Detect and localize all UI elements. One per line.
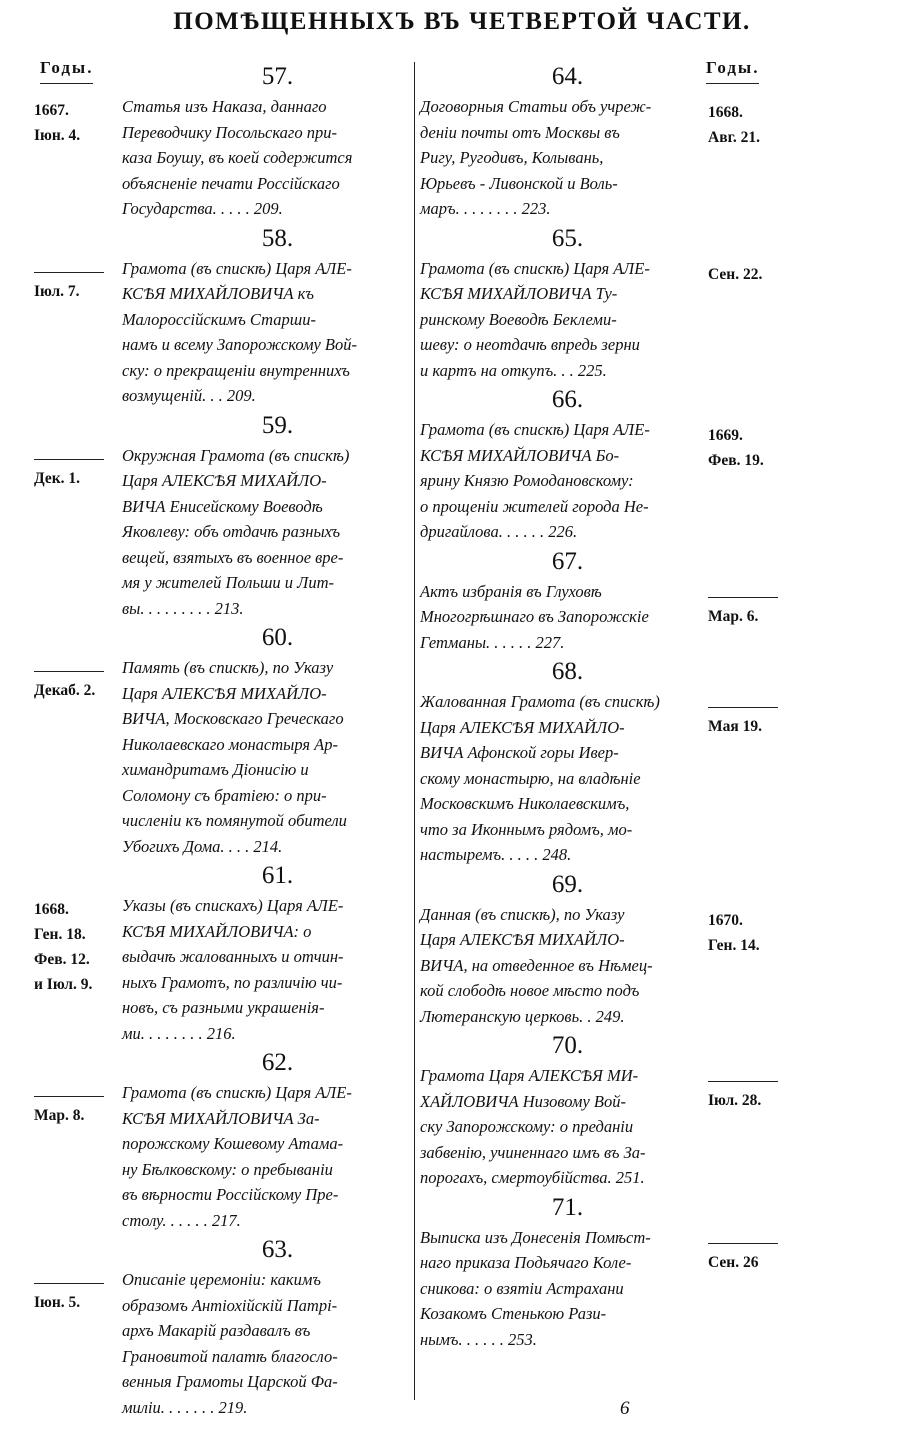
entry bbox=[420, 655, 825, 868]
entry-number: 58. bbox=[261, 224, 294, 252]
entry-date: 1667. Іюн. 4. bbox=[34, 102, 81, 144]
entry-text: Грамота (въ спискѣ) Царя АЛЕ- КСѢЯ МИХАЙЛОВИЧА За- порожскому Кошевому Атама- ну Бѣлковскому: о пребываніи въ вѣрности Россійскому Пре- столу. . . . . . 217. bbox=[122, 1083, 352, 1230]
date-dash bbox=[34, 671, 104, 672]
entry-text: Выписка изъ Донесенія Помѣст- наго приказа Подьячаго Коле- сникова: о взятіи Астрахани Козакомъ Стенькою Рази- нымъ. . . . . . 253. bbox=[420, 1227, 651, 1349]
page-header: ПОМѢЩЕННЫХЪ ВЪ ЧЕТВЕРТОЙ ЧАСТИ. bbox=[173, 8, 751, 35]
entry-date-text: Іюл. 7. bbox=[34, 282, 80, 300]
years-heading-right-label: Годы. bbox=[706, 58, 760, 77]
entry bbox=[30, 621, 435, 859]
entry-number: 61. bbox=[261, 862, 294, 889]
entry-number: 66. bbox=[551, 386, 584, 413]
entry-text: Грамота (въ спискѣ) Царя АЛЕ- КСѢЯ МИХАЙЛОВИЧА къ Малороссійскимъ Старши- намъ и всему Запорожскому Вой- ску: о прекращеніи внутреннихъ возмущеній. . . 209. bbox=[122, 258, 358, 405]
entry bbox=[30, 409, 435, 622]
entry-date-text: Мар. 8. bbox=[34, 1107, 85, 1124]
entry-date bbox=[34, 1084, 120, 1128]
entry-date bbox=[34, 447, 120, 491]
date-dash bbox=[34, 459, 104, 460]
entry-text: Память (въ спискѣ), по Указу Царя АЛЕКСѢЯ МИХАЙЛО- ВИЧА, Московскаго Греческаго Николаевскаго монастыря Ар- химандритамъ Діонисію и Соломону съ братіею: о при- численіи къ помянутой обители Убогихъ Дома. . . . 214. bbox=[122, 658, 347, 856]
entry bbox=[30, 222, 435, 409]
entry bbox=[420, 60, 825, 222]
entry-date-text: Іюл. 28. bbox=[708, 1092, 762, 1109]
entry-date-text: Мар. 6. bbox=[708, 607, 759, 625]
entry-date bbox=[708, 585, 808, 629]
entry-number: 68. bbox=[551, 658, 584, 685]
entry-text: Грамота Царя АЛЕКСѢЯ МИ- ХАЙЛОВИЧА Низовому Вой- ску Запорожскому: о преданіи забвенію, учиненнаго имъ въ За- порогахъ, смертоубійства. 251. bbox=[420, 1066, 646, 1187]
entry-number: 71. bbox=[551, 1193, 584, 1221]
entry-text: Данная (въ спискѣ), по Указу Царя АЛЕКСѢЯ МИХАЙЛО- ВИЧА, на отведенное въ Нѣмец- кой слободѣ новое мѣсто подъ Лютеранскую церковь. . 249. bbox=[420, 904, 653, 1026]
entry-date-text: Іюн. 5. bbox=[34, 1294, 81, 1311]
entry-number: 59. bbox=[261, 411, 294, 439]
entry-date: 1668. Авг. 21. bbox=[708, 104, 760, 146]
entry-date: Сен. 22. bbox=[708, 265, 763, 283]
entry-date: 1669. Фев. 19. bbox=[708, 427, 764, 469]
entry-text: Грамота (въ спискѣ) Царя АЛЕ- КСѢЯ МИХАЙЛОВИЧА Ту- ринскому Воеводѣ Беклеми- шеву: о неотдачѣ впредь зерни и картъ на откупъ. . . 225. bbox=[420, 258, 650, 380]
date-dash bbox=[708, 1081, 778, 1082]
entry bbox=[30, 60, 435, 222]
right-column bbox=[420, 60, 825, 1352]
entry-date bbox=[34, 260, 120, 304]
entry bbox=[420, 222, 825, 384]
entry-text: Договорныя Статьи объ учреж- деніи почты отъ Москвы въ Ригу, Ругодивъ, Колывань, Юрьевъ - Ливонской и Воль- маръ. . . . . . . . 223. bbox=[420, 97, 652, 218]
date-dash bbox=[708, 707, 778, 708]
entry bbox=[420, 868, 825, 1030]
entry bbox=[420, 1029, 825, 1191]
entry-number: 69. bbox=[551, 870, 584, 898]
entry-date-text: Дек. 1. bbox=[34, 469, 81, 487]
entry-text: Жалованная Грамота (въ спискѣ) Царя АЛЕКСѢЯ МИХАЙЛО- ВИЧА Афонской горы Ивер- скому монастырю, на владѣніе Московскимъ Николаевскимъ, что за Иконнымъ рядомъ, мо- настыремъ. . . . . 248. bbox=[420, 692, 660, 864]
entry-number: 63. bbox=[261, 1236, 294, 1263]
entry bbox=[30, 1233, 435, 1420]
entry-number: 60. bbox=[261, 624, 294, 651]
entry-number: 67. bbox=[551, 547, 584, 575]
entry-date bbox=[34, 1271, 120, 1315]
entry-date-text: Декаб. 2. bbox=[34, 682, 96, 699]
entry-text: Окружная Грамота (въ спискѣ) Царя АЛЕКСѢЯ МИХАЙЛО- ВИЧА Енисейскому Воеводѣ Яковлеву: объ отдачѣ разныхъ вещей, взятыхъ въ военное вре- мя у жителей Польши и Лит- вы. . . . . . . . . 213. bbox=[122, 445, 350, 618]
entry-date bbox=[708, 1069, 808, 1113]
entry bbox=[420, 1191, 825, 1353]
entry-date-text: Сен. 26 bbox=[708, 1253, 759, 1271]
entry-date bbox=[708, 1231, 808, 1275]
page-signature-mark: 6 bbox=[620, 1398, 630, 1419]
entry bbox=[30, 859, 435, 1046]
entry-date-text: Мая 19. bbox=[708, 718, 763, 735]
date-dash bbox=[708, 597, 778, 598]
entry-text: Указы (въ спискахъ) Царя АЛЕ- КСѢЯ МИХАЙЛОВИЧА: о выдачѣ жалованныхъ и отчин- ныхъ Грамотъ, по различію чи- новъ, съ разными украшенія- ми. . . . . . . . 216. bbox=[122, 896, 344, 1043]
entry bbox=[420, 545, 825, 656]
date-dash bbox=[34, 1283, 104, 1284]
entry-date bbox=[708, 695, 808, 739]
entry-text: Статья изъ Наказа, даннаго Переводчику Посольскаго при- каза Боушу, въ коей содержится объясненіе печати Россійскаго Государства. . . . . 209. bbox=[122, 97, 353, 218]
entry-date: 1670. Ген. 14. bbox=[708, 911, 760, 954]
years-heading-left-label: Годы. bbox=[40, 58, 94, 77]
entry-number: 64. bbox=[551, 63, 584, 90]
entry-number: 62. bbox=[261, 1049, 294, 1076]
entry-date: 1668. Ген. 18. Фев. 12. и Іюл. 9. bbox=[34, 901, 93, 993]
date-dash bbox=[34, 272, 104, 273]
entry-text: Грамота (въ спискѣ) Царя АЛЕ- КСѢЯ МИХАЙЛОВИЧА Бо- ярину Князю Ромодановскому: о прощеніи жителей города Не- дригайлова. . . . . . 226. bbox=[420, 420, 650, 541]
entry-number: 70. bbox=[551, 1032, 584, 1059]
entry bbox=[420, 383, 825, 545]
date-dash bbox=[708, 1243, 778, 1244]
left-column bbox=[30, 60, 435, 1420]
entry-text: Описаніе церемоніи: какимъ образомъ Антіохійскій Патрі- архъ Макарій раздавалъ въ Грановитой палатѣ благосло- венныя Грамоты Царской Фа- миліи. . . . . . . 219. bbox=[122, 1270, 338, 1417]
entry bbox=[30, 1046, 435, 1233]
entry-date bbox=[34, 659, 120, 703]
entry-text: Актъ избранія въ Глуховѣ Многогрѣшнаго въ Запорожскіе Гетманы. . . . . . 227. bbox=[420, 581, 649, 652]
entry-number: 65. bbox=[551, 224, 584, 252]
entry-number: 57. bbox=[261, 63, 294, 90]
date-dash bbox=[34, 1096, 104, 1097]
